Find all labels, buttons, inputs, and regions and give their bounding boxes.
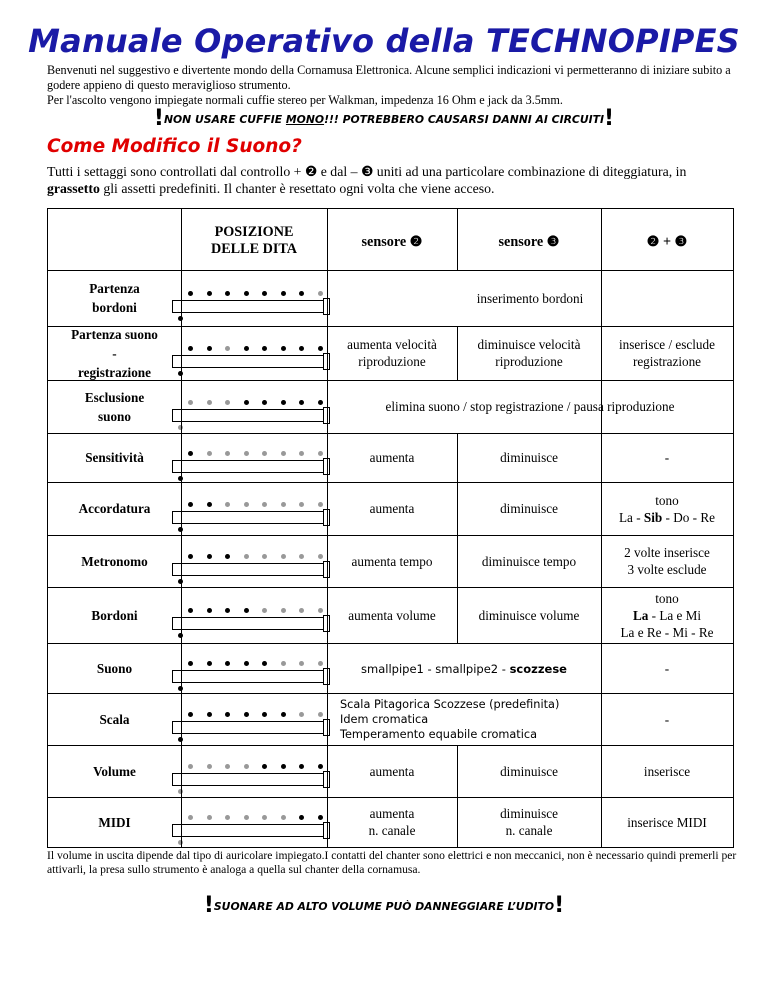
closed-hole-dot (225, 712, 230, 717)
both-sensors-cell: tono La - La e Mi La e Re - Mi - Re (620, 590, 714, 640)
open-hole-dot (225, 502, 230, 507)
closed-hole-dot (281, 712, 286, 717)
closed-hole-dot (207, 608, 212, 613)
open-hole-dot (299, 712, 304, 717)
row-label: Partenza suono - registrazione (71, 326, 158, 380)
open-hole-dot (244, 554, 249, 559)
row-label: Sensitività (85, 450, 144, 465)
chanter-diagram (172, 409, 324, 422)
closed-hole-dot (225, 661, 230, 666)
open-hole-dot (207, 400, 212, 405)
chanter-diagram (172, 773, 324, 786)
closed-hole-dot (244, 608, 249, 613)
closed-hole-dot (281, 764, 286, 769)
chanter-diagram (172, 617, 324, 630)
open-hole-dot (244, 502, 249, 507)
closed-hole-dot (188, 554, 193, 559)
intro-text (47, 63, 737, 108)
closed-hole-dot (299, 815, 304, 820)
intro-line-1: Benvenuti nel suggestivo e divertente mondo della Cornamusa Elettronica. Alcune semplici indicazioni vi permetteranno di iniziare subito a godere appieno di questo meraviglioso strumento. (47, 63, 731, 92)
closed-hole-dot (318, 346, 323, 351)
open-hole-dot (281, 608, 286, 613)
chanter-diagram (172, 824, 324, 837)
closed-hole-dot (318, 764, 323, 769)
sensor-3-cell: diminuisce (500, 450, 558, 465)
sensor-3-cell: diminuisce (500, 763, 558, 779)
open-hole-dot (281, 554, 286, 559)
sensor-2-icon: ❷ (304, 164, 318, 179)
row-label: Scala (99, 711, 130, 727)
open-hole-dot (262, 608, 267, 613)
open-hole-dot (207, 815, 212, 820)
open-hole-dot (207, 451, 212, 456)
open-hole-dot (225, 764, 230, 769)
closed-hole-dot (244, 661, 249, 666)
intro-line-2: Per l'ascolto vengono impiegate normali cuffie stereo per Walkman, impedenza 16 Ohm e jack da 3.5mm. (47, 93, 563, 107)
closed-hole-dot (207, 291, 212, 296)
sensor-2-cell: aumenta (369, 450, 415, 465)
open-hole-dot (299, 502, 304, 507)
closed-hole-dot (225, 291, 230, 296)
sensor-2-cell: aumenta n. canale (368, 806, 416, 838)
open-hole-dot (299, 554, 304, 559)
sound-options-cell: smallpipe1 - smallpipe2 - scozzese (361, 661, 567, 676)
open-hole-dot (318, 502, 323, 507)
row-label: Partenza bordoni (89, 281, 140, 315)
header-fingers: POSIZIONE DELLE DITA (210, 224, 298, 257)
closed-hole-dot (225, 608, 230, 613)
closed-hole-dot (188, 661, 193, 666)
closed-hole-dot (207, 712, 212, 717)
sensor-3-icon: ❸ (360, 164, 374, 179)
closed-hole-dot (262, 400, 267, 405)
closed-hole-dot (281, 400, 286, 405)
sensor-2-cell: aumenta volume (348, 607, 436, 623)
open-hole-dot (262, 451, 267, 456)
closed-hole-dot (188, 712, 193, 717)
sensor-3-cell: diminuisce (500, 501, 558, 516)
both-sensors-cell: - (664, 711, 670, 727)
chanter-diagram (172, 355, 324, 368)
open-hole-dot (225, 815, 230, 820)
sensor-3-cell: diminuisce volume (478, 607, 580, 623)
closed-hole-dot (188, 451, 193, 456)
open-hole-dot (225, 346, 230, 351)
section-title: Come Modifico il Suono? (47, 136, 302, 157)
closed-hole-dot (299, 400, 304, 405)
both-sensors-cell: tono La - Sib - Do - Re (619, 492, 715, 525)
open-hole-dot (281, 815, 286, 820)
exclamation-icon: ! (203, 893, 214, 918)
row-label: Bordoni (91, 607, 138, 623)
closed-hole-dot (244, 346, 249, 351)
sensor-3-cell: diminuisce velocità riproduzione (477, 337, 581, 369)
sensor-2-cell: aumenta velocità riproduzione (347, 337, 437, 369)
closed-hole-dot (225, 554, 230, 559)
open-hole-dot (318, 712, 323, 717)
closed-hole-dot (188, 608, 193, 613)
closed-hole-dot (244, 400, 249, 405)
sensor-2-cell: aumenta (369, 763, 415, 779)
row-label: Esclusione suono (84, 389, 145, 424)
header-both-sensors: ❷ + ❸ (646, 234, 688, 250)
closed-hole-dot (262, 764, 267, 769)
chanter-diagram (172, 563, 324, 576)
closed-hole-dot (207, 346, 212, 351)
scale-options-cell: Scala Pitagorica Scozzese (predefinita) Idem cromatica Temperamento equabile cromatica (340, 697, 560, 741)
closed-hole-dot (188, 291, 193, 296)
closed-hole-dot (299, 291, 304, 296)
open-hole-dot (318, 451, 323, 456)
chanter-diagram (172, 300, 324, 313)
open-hole-dot (318, 291, 323, 296)
open-hole-dot (299, 451, 304, 456)
both-sensors-cell: inserisce MIDI (627, 814, 707, 830)
sensor-3-cell: diminuisce n. canale (500, 806, 558, 838)
open-hole-dot (244, 815, 249, 820)
open-hole-dot (188, 815, 193, 820)
closed-hole-dot (262, 712, 267, 717)
both-sensors-cell: 2 volte inserisce 3 volte esclude (624, 545, 710, 577)
warning-mono-headphones: !NON USARE CUFFIE MONO!!! POTREBBERO CAUSARSI DANNI AI CIRCUITI! (153, 106, 615, 131)
intro-paragraph: Tutti i settaggi sono controllati dal controllo + ❷ e dal – ❸ uniti ad una particolare combinazione di diteggiatura, in grassetto gli assetti predefiniti. Il chanter è resettato ogni volta che viene acceso. (47, 164, 687, 196)
settings-table (47, 208, 734, 848)
open-hole-dot (318, 608, 323, 613)
both-sensors-cell: inserisce (643, 763, 691, 779)
open-hole-dot (225, 451, 230, 456)
closed-hole-dot (318, 400, 323, 405)
closed-hole-dot (188, 502, 193, 507)
spanning-cell: inserimento bordoni (476, 290, 584, 306)
footer-note: Il volume in uscita dipende dal tipo di auricolare impiegato.I contatti del chanter sono elettrici e non meccanici, non è necessario quindi premerli per attivarli, la presa sullo strumento è analoga a quella sul chanter della cornamusa. (47, 849, 737, 876)
sensor-2-cell: aumenta (369, 501, 415, 516)
open-hole-dot (262, 815, 267, 820)
spanning-cell: elimina suono / stop registrazione / pausa riproduzione (385, 399, 675, 414)
both-sensors-cell: - (664, 660, 670, 676)
open-hole-dot (188, 764, 193, 769)
row-label: Metronomo (81, 553, 148, 569)
both-sensors-cell: - (664, 450, 670, 465)
closed-hole-dot (262, 346, 267, 351)
open-hole-dot (318, 661, 323, 666)
header-sensor-2: sensore ❷ (361, 234, 423, 250)
closed-hole-dot (244, 712, 249, 717)
closed-hole-dot (244, 291, 249, 296)
page-title: Manuale Operativo della TECHNOPIPES (28, 22, 740, 60)
chanter-diagram (172, 721, 324, 734)
open-hole-dot (318, 554, 323, 559)
open-hole-dot (262, 554, 267, 559)
open-hole-dot (207, 764, 212, 769)
closed-hole-dot (207, 554, 212, 559)
header-sensor-3: sensore ❸ (498, 234, 560, 250)
closed-hole-dot (299, 764, 304, 769)
open-hole-dot (281, 502, 286, 507)
closed-hole-dot (207, 661, 212, 666)
closed-hole-dot (262, 291, 267, 296)
open-hole-dot (262, 502, 267, 507)
exclamation-icon: ! (153, 106, 164, 131)
closed-hole-dot (281, 291, 286, 296)
open-hole-dot (299, 661, 304, 666)
warning-high-volume: !SUONARE AD ALTO VOLUME PUÒ DANNEGGIARE L’UDITO! (203, 893, 565, 918)
chanter-diagram (172, 511, 324, 524)
both-sensors-cell: inserisce / esclude registrazione (619, 337, 715, 369)
open-hole-dot (225, 400, 230, 405)
open-hole-dot (244, 764, 249, 769)
exclamation-icon: ! (604, 106, 615, 131)
open-hole-dot (281, 451, 286, 456)
closed-hole-dot (318, 815, 323, 820)
closed-hole-dot (188, 346, 193, 351)
row-label: MIDI (98, 814, 131, 830)
closed-hole-dot (281, 346, 286, 351)
open-hole-dot (188, 400, 193, 405)
closed-hole-dot (207, 502, 212, 507)
open-hole-dot (281, 661, 286, 666)
closed-hole-dot (299, 346, 304, 351)
open-hole-dot (244, 451, 249, 456)
exclamation-icon: ! (554, 893, 565, 918)
sensor-3-cell: diminuisce tempo (481, 553, 577, 569)
chanter-diagram (172, 460, 324, 473)
row-label: Suono (96, 660, 133, 676)
row-label: Accordatura (78, 501, 151, 516)
row-label: Volume (93, 763, 136, 779)
chanter-diagram (172, 670, 324, 683)
open-hole-dot (299, 608, 304, 613)
sensor-2-cell: aumenta tempo (351, 553, 433, 569)
closed-hole-dot (262, 661, 267, 666)
